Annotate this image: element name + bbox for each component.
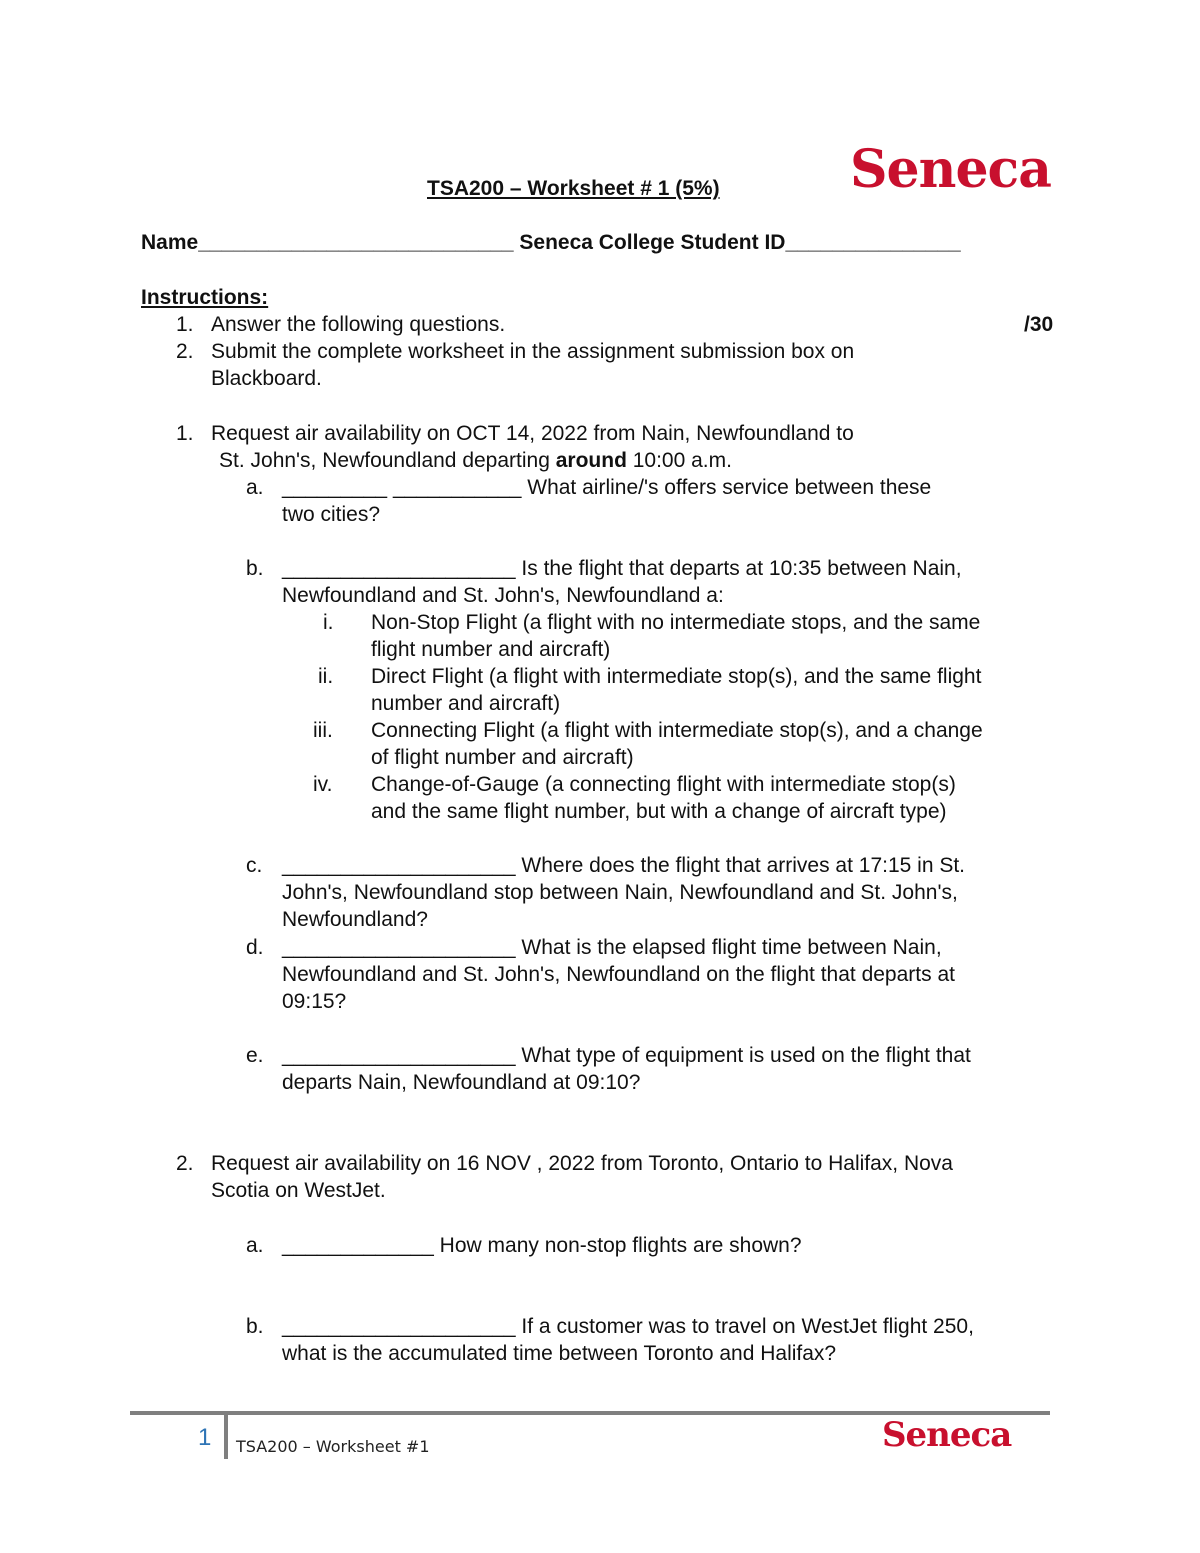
sub-question-text: what is the accumulated time between Toronto and Halifax? bbox=[282, 1342, 837, 1365]
page-number: 1 bbox=[198, 1424, 212, 1451]
option-text: and the same flight number, but with a change of aircraft type) bbox=[371, 800, 947, 823]
question-number: 2. bbox=[176, 1152, 194, 1175]
sub-question-text: ____________________ What is the elapsed flight time between Nain, bbox=[282, 936, 942, 959]
sub-question-letter: b. bbox=[246, 557, 264, 580]
question-number: 1. bbox=[176, 422, 194, 445]
worksheet-title: TSA200 – Worksheet # 1 (5%) bbox=[427, 177, 720, 200]
option-number: i. bbox=[323, 611, 334, 634]
instruction-text: Submit the complete worksheet in the assignment submission box on bbox=[211, 340, 855, 363]
name-label: Name bbox=[141, 231, 199, 254]
footer-divider bbox=[224, 1415, 228, 1459]
student-id-blank[interactable]: _______________ bbox=[785, 231, 961, 254]
option-text: Change-of-Gauge (a connecting flight with intermediate stop(s) bbox=[371, 773, 956, 796]
question-text: Request air availability on 16 NOV , 2022 from Toronto, Ontario to Halifax, Nova bbox=[211, 1152, 953, 1175]
option-text: Non-Stop Flight (a flight with no intermediate stops, and the same bbox=[371, 611, 981, 634]
instruction-number: 2. bbox=[176, 340, 194, 363]
sub-question-text: Newfoundland and St. John's, Newfoundland on the flight that departs at bbox=[282, 963, 955, 986]
sub-question-letter: a. bbox=[246, 1234, 264, 1257]
answer-blank[interactable]: ____________________ bbox=[282, 1044, 516, 1067]
footer-title: TSA200 – Worksheet #1 bbox=[236, 1437, 430, 1456]
sub-question-text: _____________ How many non-stop flights are shown? bbox=[282, 1234, 802, 1257]
emphasis-around: around bbox=[555, 449, 627, 472]
question-text: St. John's, Newfoundland departing around 10:00 a.m. bbox=[219, 449, 732, 472]
sub-question-text: 09:15? bbox=[282, 990, 347, 1013]
instruction-text: Answer the following questions. bbox=[211, 313, 506, 336]
option-text: Direct Flight (a flight with intermediate stop(s), and the same flight bbox=[371, 665, 982, 688]
sub-question-text: _________ ___________ What airline/'s offers service between these bbox=[282, 476, 932, 499]
name-blank[interactable]: ___________________________ bbox=[198, 231, 514, 254]
name-id-line bbox=[141, 229, 961, 256]
sub-question-letter: d. bbox=[246, 936, 264, 959]
option-number: iv. bbox=[313, 773, 333, 796]
answer-blank[interactable]: _____________ bbox=[282, 1234, 434, 1257]
answer-blank[interactable]: _________ ___________ bbox=[282, 476, 522, 499]
sub-question-text: John's, Newfoundland stop between Nain, Newfoundland and St. John's, bbox=[282, 881, 958, 904]
sub-question-letter: c. bbox=[246, 854, 263, 877]
seneca-footer-logo: Seneca bbox=[882, 1415, 1012, 1455]
option-text: number and aircraft) bbox=[371, 692, 561, 715]
score-total: /30 bbox=[1024, 313, 1054, 336]
sub-question-text: Newfoundland? bbox=[282, 908, 428, 931]
sub-question-text: two cities? bbox=[282, 503, 381, 526]
instruction-number: 1. bbox=[176, 313, 194, 336]
answer-blank[interactable]: ____________________ bbox=[282, 854, 516, 877]
sub-question-letter: e. bbox=[246, 1044, 264, 1067]
sub-question-text: Newfoundland and St. John's, Newfoundland a: bbox=[282, 584, 724, 607]
instructions-heading: Instructions: bbox=[141, 286, 269, 309]
option-number: ii. bbox=[318, 665, 334, 688]
instruction-text: Blackboard. bbox=[211, 367, 322, 390]
sub-question-text: ____________________ Where does the flight that arrives at 17:15 in St. bbox=[282, 854, 966, 877]
answer-blank[interactable]: ____________________ bbox=[282, 557, 516, 580]
question-text: Request air availability on OCT 14, 2022 from Nain, Newfoundland to bbox=[211, 422, 854, 445]
sub-question-text: ____________________ If a customer was to travel on WestJet flight 250, bbox=[282, 1315, 974, 1338]
answer-blank[interactable]: ____________________ bbox=[282, 1315, 516, 1338]
student-id-label: Seneca College Student ID bbox=[513, 231, 786, 254]
question-text: Scotia on WestJet. bbox=[211, 1179, 386, 1202]
sub-question-text: ____________________ What type of equipment is used on the flight that bbox=[282, 1044, 971, 1067]
sub-question-letter: a. bbox=[246, 476, 264, 499]
option-text: Connecting Flight (a flight with intermediate stop(s), and a change bbox=[371, 719, 983, 742]
option-text: flight number and aircraft) bbox=[371, 638, 611, 661]
option-text: of flight number and aircraft) bbox=[371, 746, 634, 769]
answer-blank[interactable]: ____________________ bbox=[282, 936, 516, 959]
sub-question-text: departs Nain, Newfoundland at 09:10? bbox=[282, 1071, 641, 1094]
sub-question-text: ____________________ Is the flight that departs at 10:35 between Nain, bbox=[282, 557, 962, 580]
sub-question-letter: b. bbox=[246, 1315, 264, 1338]
option-number: iii. bbox=[313, 719, 333, 742]
seneca-logo: Seneca bbox=[850, 139, 1051, 200]
